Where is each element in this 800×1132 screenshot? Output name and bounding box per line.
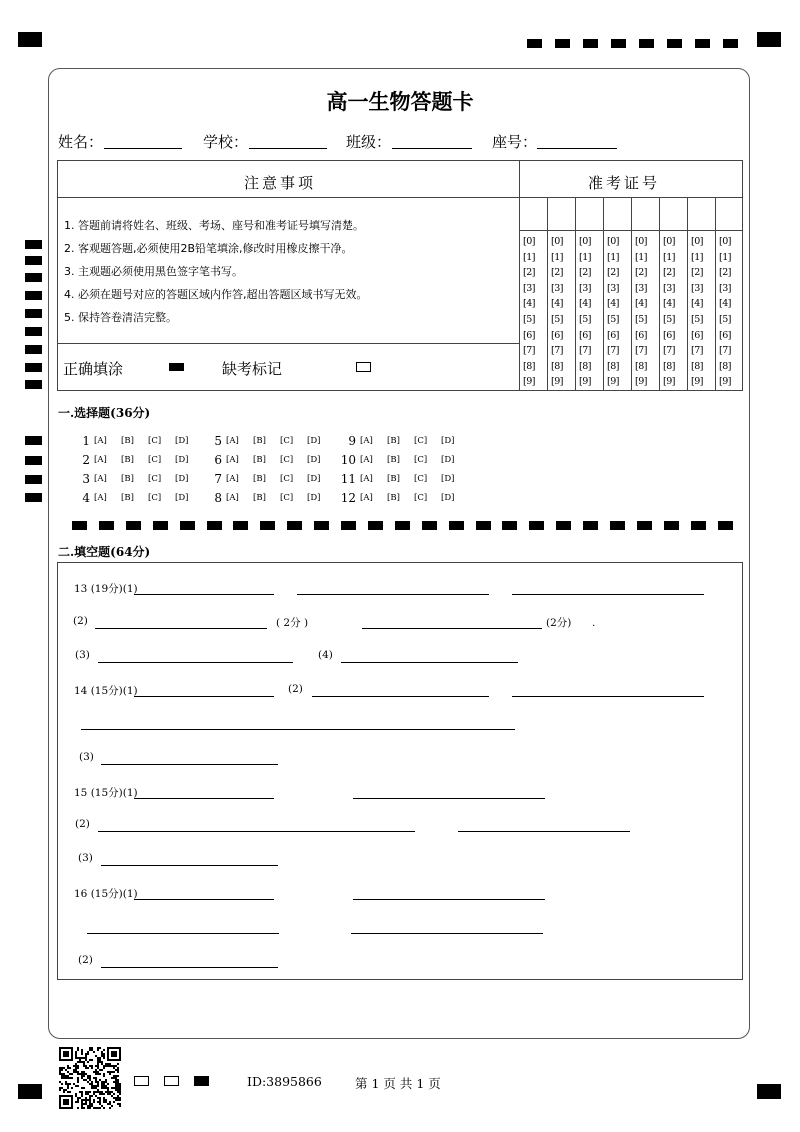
class-label: 班级： [346,133,392,151]
exam-id-bubble[interactable]: [6] [663,329,675,341]
choice-bubble[interactable]: [C] [280,474,294,484]
choice-bubble[interactable]: [D] [441,474,455,484]
exam-id-bubble[interactable]: [8] [607,360,619,372]
choice-bubble[interactable]: [A] [226,493,239,503]
answer-line[interactable] [512,696,704,697]
choice-bubble[interactable]: [D] [175,474,189,484]
footer-square [164,1076,179,1086]
exam-id-bubble[interactable]: [8] [635,360,647,372]
answer-line[interactable] [353,899,545,900]
exam-id-bubble[interactable]: [3] [691,282,703,294]
answer-line[interactable] [134,594,274,595]
answer-line[interactable] [458,831,630,832]
choice-bubble[interactable]: [D] [307,455,321,465]
exam-id-bubble[interactable]: [9] [719,376,731,388]
exam-id-bubble[interactable]: [7] [551,345,563,357]
timing-mark [25,475,42,484]
notice-item: 1. 答题前请将姓名、班级、考场、座号和准考证号填写清楚。 [64,219,364,232]
exam-id-bubble[interactable]: [4] [635,298,647,310]
question-number: 12 [340,491,356,505]
exam-id-bubble[interactable]: [2] [607,267,619,279]
choice-bubble[interactable]: [A] [94,455,107,465]
exam-id-write-cell[interactable] [603,198,631,230]
absent-mark-box[interactable] [356,362,371,372]
q15-part3-label: (3) [78,852,93,864]
exam-id-bubble[interactable]: [4] [551,298,563,310]
choice-bubble[interactable]: [B] [387,455,400,465]
exam-id-bubble[interactable]: [8] [691,360,703,372]
choice-bubble[interactable]: [B] [121,436,134,446]
choice-bubble[interactable]: [A] [226,436,239,446]
exam-id-bubble[interactable]: [5] [607,314,619,325]
exam-id-bubble[interactable]: [2] [719,267,731,279]
exam-id-bubble[interactable]: [2] [579,267,591,279]
exam-id-bubble[interactable]: [7] [523,345,535,357]
exam-id-bubble[interactable]: [5] [579,314,591,325]
question-number: 11 [340,472,356,486]
question-number: 7 [214,472,222,486]
exam-id-bubble[interactable]: [7] [691,345,703,357]
timing-mark [695,39,710,48]
exam-id-bubble[interactable]: [5] [635,314,647,325]
choice-bubble[interactable]: [C] [148,474,162,484]
answer-line[interactable] [351,933,543,934]
exam-id-header: 准考证号 [588,174,661,192]
exam-id-bubble[interactable]: [4] [719,298,731,310]
choice-bubble[interactable]: [B] [253,493,266,503]
exam-id-bubble[interactable]: [3] [607,282,619,294]
notice-item: 3. 主观题必须使用黑色签字笔书写。 [64,265,243,278]
exam-id-bubble[interactable]: [1] [579,251,591,263]
choice-bubble[interactable]: [B] [253,436,266,446]
exam-id-bubble[interactable]: [9] [551,376,563,388]
points-note: (2分) [546,617,572,629]
exam-id-bubble[interactable]: [6] [579,329,591,341]
exam-id-bubble[interactable]: [9] [579,376,591,388]
choice-bubble[interactable]: [A] [226,455,239,465]
timing-mark [25,256,42,265]
q14-part2-label: (2) [288,683,303,695]
answer-line[interactable] [297,594,489,595]
exam-id-bubble[interactable]: [0] [719,236,731,247]
answer-line[interactable] [87,933,279,934]
question-number: 3 [82,472,90,486]
choice-bubble[interactable]: [B] [121,474,134,484]
exam-id-bubble[interactable]: [6] [607,329,619,341]
answer-line[interactable] [341,662,518,663]
timing-mark [25,273,42,282]
exam-id-bubble[interactable]: [9] [607,376,619,388]
corner-mark-top-right [757,32,781,47]
timing-mark [667,39,682,48]
q14-part3-label: (3) [79,751,94,763]
fill-section-title: 二.填空题(64分) [58,545,151,559]
corner-mark-top-left [18,32,42,47]
answer-line[interactable] [362,628,542,629]
q13-part3-label: (3) [75,649,90,661]
answer-line[interactable] [95,628,267,629]
exam-id-bubble[interactable]: [0] [523,236,535,247]
timing-mark [25,345,42,354]
exam-id-bubble[interactable]: [3] [719,282,731,294]
choice-bubble[interactable]: [A] [94,493,107,503]
question-number: 6 [214,453,222,467]
qr-code-icon [59,1047,121,1109]
q16-part2-label: (2) [78,954,93,966]
timing-mark [25,380,42,389]
exam-id-write-cell[interactable] [519,198,547,230]
exam-id-bubble[interactable]: [6] [719,329,731,341]
exam-id-bubble[interactable]: [5] [663,314,675,325]
exam-id-write-cell[interactable] [715,198,743,230]
footer-square [134,1076,149,1086]
choice-bubble[interactable]: [C] [414,493,428,503]
choice-bubble[interactable]: [C] [148,455,162,465]
timing-mark [25,493,42,502]
choice-bubble[interactable]: [B] [253,455,266,465]
exam-id-bubble[interactable]: [9] [635,376,647,388]
correct-fill-label: 正确填涂 [63,360,124,378]
notice-item: 5. 保持答卷清洁完整。 [64,311,177,324]
choice-bubble[interactable]: [A] [360,455,373,465]
q15-part1-label: 15 (15分)(1) [74,787,138,799]
school-label: 学校： [203,133,249,151]
q16-part1-label: 16 (15分)(1) [74,888,138,900]
answer-line[interactable] [134,696,274,697]
class-field[interactable] [392,148,472,149]
answer-line[interactable] [98,662,293,663]
choice-bubble[interactable]: [A] [360,474,373,484]
exam-id-bubble[interactable]: [2] [523,267,535,279]
timing-mark [25,327,42,336]
choice-bubble[interactable]: [B] [121,493,134,503]
stray-dot: . [592,617,596,629]
choice-bubble[interactable]: [D] [307,493,321,503]
exam-id-bubble[interactable]: [7] [607,345,619,357]
choice-bubble[interactable]: [C] [280,493,294,503]
answer-line[interactable] [101,764,278,765]
name-label: 姓名： [58,133,104,151]
q13-part2-label: (2) [73,615,88,627]
choice-bubble[interactable]: [A] [94,436,107,446]
absent-mark-label: 缺考标记 [222,360,283,378]
question-number: 4 [82,491,90,505]
exam-id-bubble[interactable]: [7] [635,345,647,357]
exam-id-bubble[interactable]: [4] [523,298,535,310]
notice-header: 注意事项 [244,174,317,192]
answer-line[interactable] [134,899,274,900]
exam-id-bubble[interactable]: [0] [579,236,591,247]
name-field[interactable] [104,148,182,149]
exam-id-bubble[interactable]: [0] [691,236,703,247]
answer-line[interactable] [353,798,545,799]
seat-label: 座号： [492,133,538,151]
exam-id-bubble[interactable]: [1] [719,251,731,263]
corner-mark-bottom-right [757,1084,781,1099]
exam-id-bubble[interactable]: [8] [579,360,591,372]
choice-section-title: 一.选择题(36分) [58,406,151,420]
timing-mark [527,39,542,48]
choice-bubble[interactable]: [C] [148,436,162,446]
exam-id-bubble[interactable]: [7] [579,345,591,357]
exam-id-bubble[interactable]: [0] [635,236,647,247]
choice-bubble[interactable]: [D] [441,455,455,465]
timing-mark [639,39,654,48]
exam-id-bubble[interactable]: [6] [523,329,535,341]
grid-divider [519,230,743,231]
exam-id-bubble[interactable]: [6] [691,329,703,341]
q13-part4-label: (4) [318,649,333,661]
answer-line[interactable] [512,594,704,595]
choice-bubble[interactable]: [C] [280,436,294,446]
choice-bubble[interactable]: [A] [360,436,373,446]
answer-line[interactable] [81,729,515,730]
exam-id-bubble[interactable]: [3] [663,282,675,294]
exam-id-bubble[interactable]: [2] [663,267,675,279]
exam-id-bubble[interactable]: [0] [663,236,675,247]
exam-id-bubble[interactable]: [0] [551,236,563,247]
exam-id-bubble[interactable]: [3] [523,282,535,294]
q13-part1-label: 13 (19分)(1) [74,583,138,595]
question-number: 8 [214,491,222,505]
choice-bubble[interactable]: [B] [387,436,400,446]
exam-id-write-cell[interactable] [547,198,575,230]
timing-mark [583,39,598,48]
exam-id-bubble[interactable]: [1] [523,251,535,263]
timing-mark [25,291,42,300]
timing-mark [25,309,42,318]
question-number: 9 [348,434,356,448]
choice-bubble[interactable]: [C] [148,493,162,503]
timing-mark [25,456,42,465]
timing-mark [611,39,626,48]
exam-id-bubble[interactable]: [6] [635,329,647,341]
exam-id-bubble[interactable]: [1] [551,251,563,263]
fill-answer-box [57,562,743,980]
exam-id-write-cell[interactable] [575,198,603,230]
choice-bubble[interactable]: [A] [360,493,373,503]
exam-id-bubble[interactable]: [4] [579,298,591,310]
exam-id-bubble[interactable]: [9] [691,376,703,388]
exam-id-bubble[interactable]: [1] [691,251,703,263]
exam-id-bubble[interactable]: [2] [551,267,563,279]
exam-id-bubble[interactable]: [3] [551,282,563,294]
exam-id-bubble[interactable]: [9] [663,376,675,388]
exam-id-bubble[interactable]: [5] [691,314,703,325]
exam-id-bubble[interactable]: [5] [523,314,535,325]
exam-id-bubble[interactable]: [1] [607,251,619,263]
exam-id-bubble[interactable]: [8] [719,360,731,372]
choice-bubble[interactable]: [D] [441,493,455,503]
timing-mark [723,39,738,48]
exam-id-bubble[interactable]: [1] [635,251,647,263]
sheet-title: 高一生物答题卡 [326,90,474,114]
question-number: 2 [82,453,90,467]
exam-id-bubble[interactable]: [4] [691,298,703,310]
exam-id-bubble[interactable]: [5] [551,314,563,325]
answer-line[interactable] [312,696,489,697]
choice-bubble[interactable]: [C] [280,455,294,465]
exam-id-bubble[interactable]: [5] [719,314,731,325]
choice-bubble[interactable]: [D] [441,436,455,446]
seat-field[interactable] [537,148,617,149]
exam-id-bubble[interactable]: [4] [607,298,619,310]
timing-mark [555,39,570,48]
exam-id-bubble[interactable]: [2] [635,267,647,279]
question-number: 1 [82,434,90,448]
choice-bubble[interactable]: [B] [387,474,400,484]
exam-id-write-cell[interactable] [659,198,687,230]
exam-id-bubble[interactable]: [8] [663,360,675,372]
timing-mark [25,363,42,372]
footer-square-filled [194,1076,209,1086]
exam-id-bubble[interactable]: [9] [523,376,535,388]
timing-mark [25,240,42,249]
question-number: 10 [340,453,356,467]
school-field[interactable] [249,148,327,149]
exam-id-write-cell[interactable] [687,198,715,230]
choice-bubble[interactable]: [C] [414,474,428,484]
choice-bubble[interactable]: [C] [414,455,428,465]
q15-part2-label: (2) [75,818,90,830]
points-note: ( 2分 ) [276,617,309,629]
exam-id-bubble[interactable]: [8] [523,360,535,372]
exam-id-bubble[interactable]: [7] [663,345,675,357]
notice-item: 2. 客观题答题,必须使用2B铅笔填涂,修改时用橡皮擦干净。 [64,242,353,255]
page-indicator: 第 1 页 共 1 页 [355,1076,441,1091]
choice-bubble[interactable]: [A] [94,474,107,484]
exam-id-bubble[interactable]: [6] [551,329,563,341]
choice-bubble[interactable]: [B] [253,474,266,484]
question-number: 5 [214,434,222,448]
exam-id-bubble[interactable]: [8] [551,360,563,372]
choice-bubble[interactable]: [B] [121,455,134,465]
answer-line[interactable] [101,967,278,968]
answer-line[interactable] [101,865,278,866]
answer-line[interactable] [134,798,274,799]
q14-part1-label: 14 (15分)(1) [74,685,138,697]
choice-bubble[interactable]: [A] [226,474,239,484]
exam-id-bubble[interactable]: [4] [663,298,675,310]
choice-bubble[interactable]: [D] [307,436,321,446]
exam-id-bubble[interactable]: [2] [691,267,703,279]
choice-bubble[interactable]: [B] [387,493,400,503]
choice-bubble[interactable]: [D] [175,493,189,503]
choice-bubble[interactable]: [D] [175,455,189,465]
exam-id-bubble[interactable]: [3] [635,282,647,294]
choice-bubble[interactable]: [C] [414,436,428,446]
corner-mark-bottom-left [18,1084,42,1099]
exam-id-bubble[interactable]: [0] [607,236,619,247]
choice-bubble[interactable]: [D] [307,474,321,484]
exam-id-bubble[interactable]: [3] [579,282,591,294]
exam-id-write-cell[interactable] [631,198,659,230]
answer-line[interactable] [98,831,415,832]
choice-bubble[interactable]: [D] [175,436,189,446]
sheet-id: ID:3895866 [247,1074,322,1089]
timing-mark [25,436,42,445]
exam-id-bubble[interactable]: [1] [663,251,675,263]
correct-fill-sample [169,363,184,371]
notice-item: 4. 必须在题号对应的答题区域内作答,超出答题区域书写无效。 [64,288,368,301]
exam-id-bubble[interactable]: [7] [719,345,731,357]
